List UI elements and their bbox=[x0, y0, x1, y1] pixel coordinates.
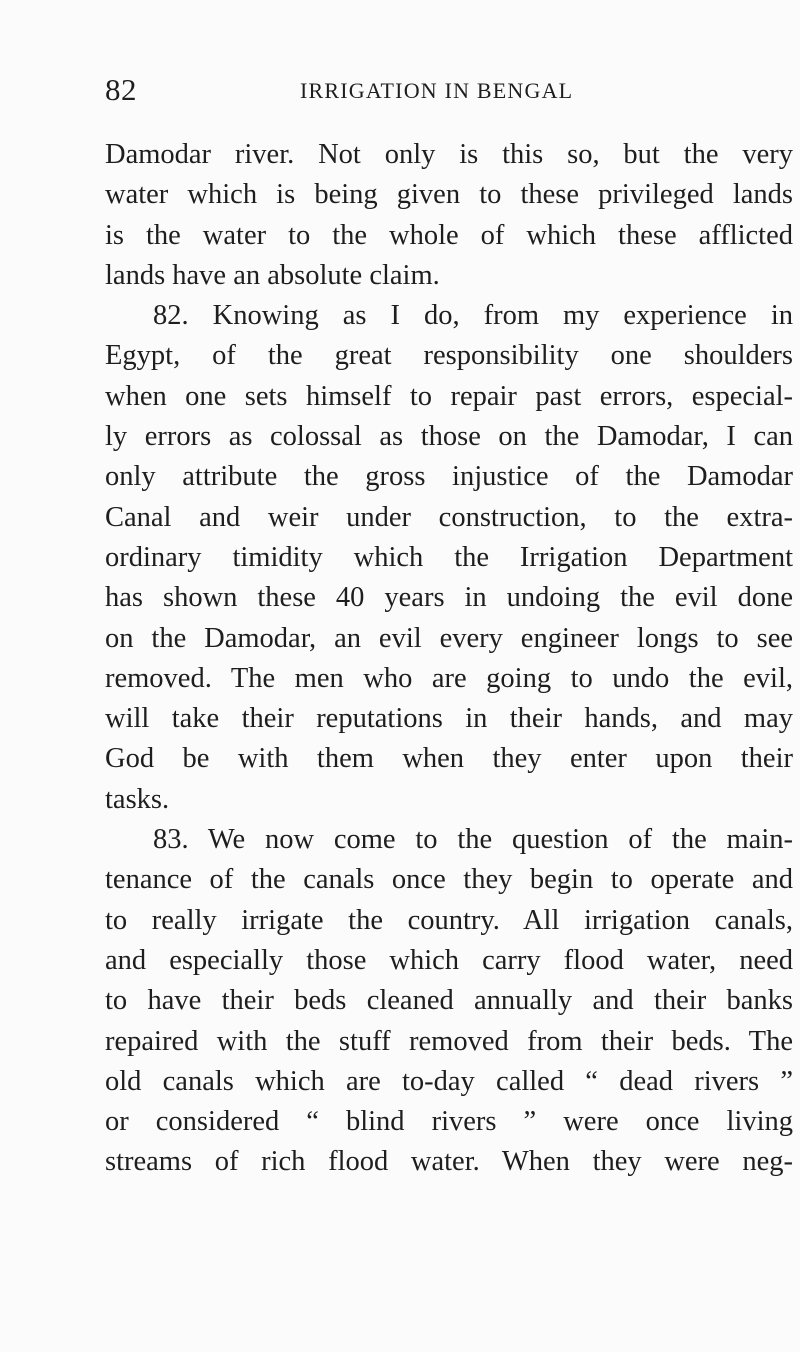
text-line: ly errors as colossal as those on the Damodar, I can bbox=[105, 421, 793, 453]
text-line: to have their beds cleaned annually and their banks bbox=[105, 985, 793, 1017]
text-line: will take their reputations in their hands, and may bbox=[105, 703, 793, 735]
text-line: to really irrigate the country. All irrigation canals, bbox=[105, 904, 793, 936]
text-line: Canal and weir under construction, to the extra- bbox=[105, 501, 793, 533]
text-line: tenance of the canals once they begin to operate and bbox=[105, 864, 793, 896]
running-head: IRRIGATION IN BENGAL bbox=[300, 78, 574, 103]
text-line: when one sets himself to repair past errors, especial- bbox=[105, 380, 793, 412]
text-line: old canals which are to-day called “ dead rivers ” bbox=[105, 1065, 793, 1097]
text-line: and especially those which carry flood water, need bbox=[105, 944, 793, 976]
text-line: lands have an absolute claim. bbox=[105, 259, 440, 291]
text-line: only attribute the gross injustice of the Damodar bbox=[105, 461, 793, 493]
body-text bbox=[105, 135, 800, 1183]
text-line: ordinary timidity which the Irrigation Department bbox=[105, 541, 793, 573]
page-header bbox=[0, 72, 800, 112]
text-line: or considered “ blind rivers ” were once living bbox=[105, 1106, 793, 1138]
text-line: streams of rich flood water. When they were neg- bbox=[105, 1146, 793, 1178]
paragraph-82-start: 82. Knowing as I do, from my experience in bbox=[153, 300, 793, 332]
text-line: on the Damodar, an evil every engineer longs to see bbox=[105, 622, 793, 654]
text-line: water which is being given to these privileged lands bbox=[105, 179, 793, 211]
text-line: Damodar river. Not only is this so, but the very bbox=[105, 139, 793, 170]
text-line: Egypt, of the great responsibility one shoulders bbox=[105, 340, 793, 372]
page-number: 82 bbox=[105, 72, 137, 107]
paragraph-83-start: 83. We now come to the question of the main- bbox=[153, 824, 793, 856]
text-line: repaired with the stuff removed from their beds. The bbox=[105, 1025, 793, 1057]
text-line: God be with them when they enter upon their bbox=[105, 743, 793, 775]
text-line: has shown these 40 years in undoing the evil done bbox=[105, 582, 793, 614]
text-line: tasks. bbox=[105, 783, 170, 815]
text-line: is the water to the whole of which these afflicted bbox=[105, 219, 793, 251]
text-line: removed. The men who are going to undo the evil, bbox=[105, 662, 793, 694]
